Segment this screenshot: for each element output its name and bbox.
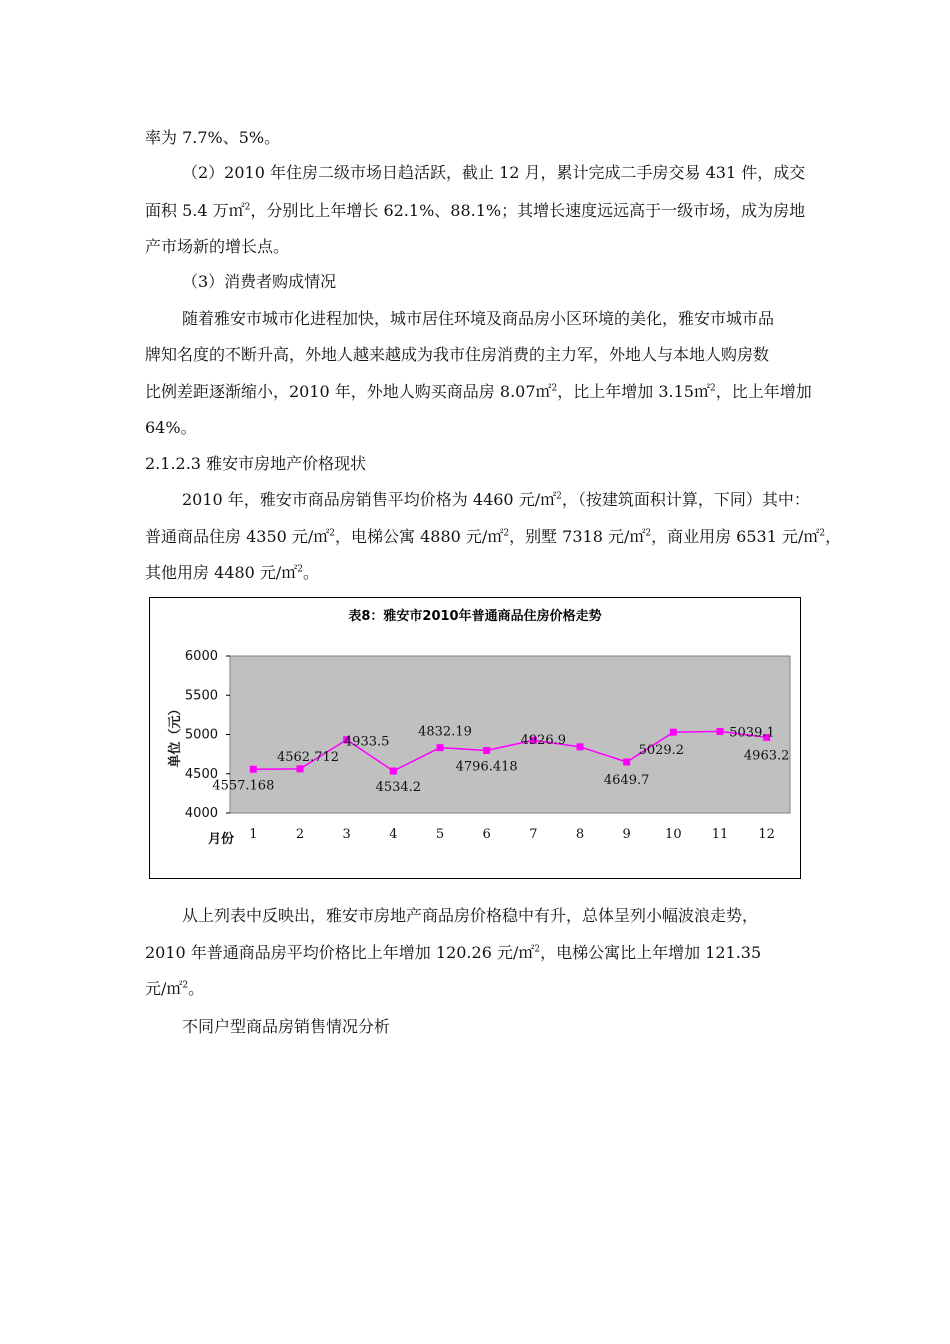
- text-span: ，分别比上年增长 62.1%、88.1%；其增长速度远远高于一级市场，成为房地: [250, 201, 806, 220]
- text-line: [145, 381, 812, 403]
- x-tick-label: 3: [342, 827, 351, 842]
- text-span: ，比上年增加 3.15㎡: [557, 382, 710, 401]
- y-axis-label: 单位（元）: [168, 702, 183, 768]
- price-trend-chart: [149, 597, 801, 879]
- data-label: 5029.2: [638, 743, 685, 759]
- text-span: 其他用房 4480 元/㎡: [145, 563, 298, 582]
- data-point-marker: [483, 747, 490, 754]
- text-line: [145, 942, 761, 964]
- superscript: 2: [556, 491, 562, 502]
- y-tick-label: 4500: [184, 766, 218, 782]
- superscript: 2: [534, 944, 541, 955]
- text-span: ，比上年增加: [715, 382, 812, 401]
- text-line: （3）消费者购成情况: [182, 272, 337, 291]
- data-label: 4832.19: [418, 724, 472, 740]
- data-point-marker: [297, 765, 304, 772]
- data-point-marker: [623, 758, 630, 765]
- data-label: 4963.2: [743, 748, 790, 764]
- text-line: 64%。: [145, 418, 197, 437]
- superscript: 2: [709, 383, 716, 394]
- text-line: 牌知名度的不断升高，外地人越来越成为我市住房消费的主力军，外地人与本地人购房数: [145, 345, 770, 364]
- x-tick-label: 10: [665, 827, 682, 842]
- superscript: 2: [297, 564, 304, 575]
- x-tick-label: 8: [575, 827, 585, 842]
- text-line: [182, 489, 810, 511]
- superscript: 2: [244, 202, 251, 213]
- x-tick-label: 6: [482, 827, 491, 842]
- data-label: 4926.9: [520, 733, 567, 749]
- text-line: 率为 7.7%、5%。: [145, 128, 281, 147]
- section-heading: 2.1.2.3 雅安市房地产价格现状: [145, 454, 367, 473]
- y-tick-label: 5000: [184, 727, 218, 743]
- data-point-marker: [390, 768, 397, 775]
- superscript: 2: [503, 528, 510, 539]
- text-span: 比例差距逐渐缩小，2010 年，外地人购买商品房 8.07㎡: [145, 382, 552, 401]
- x-tick-label: 11: [711, 827, 729, 842]
- x-tick-label: 2: [295, 827, 305, 842]
- text-span: 元/㎡: [145, 979, 183, 998]
- text-line: [145, 562, 319, 584]
- data-label: 4557.168: [212, 778, 275, 794]
- text-line: 从上列表中反映出，雅安市房地产商品房价格稳中有升，总体呈列小幅波浪走势，: [182, 906, 759, 925]
- data-label: 5039.1: [729, 725, 775, 741]
- x-tick-label: 9: [622, 827, 631, 842]
- superscript: 2: [551, 383, 558, 394]
- x-tick-label: 7: [529, 827, 538, 842]
- data-point-marker: [250, 766, 257, 773]
- x-tick-label: 12: [758, 827, 775, 842]
- data-point-marker: [437, 744, 444, 751]
- x-tick-label: 4: [389, 827, 398, 842]
- data-point-marker: [577, 743, 584, 750]
- data-label: 4562.712: [276, 749, 340, 765]
- text-line: [145, 200, 805, 222]
- text-line: [145, 978, 204, 1000]
- superscript: 2: [182, 980, 189, 991]
- data-point-marker: [717, 728, 724, 735]
- data-point-marker: [670, 729, 677, 736]
- text-line: [145, 526, 841, 548]
- text-line: 产市场新的增长点。: [145, 237, 290, 256]
- y-tick-label: 4000: [184, 806, 218, 821]
- y-tick-label: 6000: [184, 649, 218, 664]
- text-line: （2）2010 年住房二级市场日趋活跃，截止 12 月，累计完成二手房交易 431 件，成交: [182, 163, 806, 182]
- text-span: 。: [188, 979, 205, 998]
- y-tick-label: 5500: [184, 688, 218, 704]
- data-label: 4649.7: [603, 772, 650, 788]
- data-label: 4796.418: [455, 759, 518, 775]
- text-span: ，电梯公寓 4880 元/㎡: [335, 527, 504, 546]
- superscript: 2: [329, 528, 336, 539]
- chart-svg: [150, 598, 800, 878]
- text-span: 普通商品住房 4350 元/㎡: [145, 527, 330, 546]
- text-line: 不同户型商品房销售情况分析: [182, 1017, 391, 1036]
- text-span: 2010 年普通商品房平均价格比上年增加 120.26 元/㎡: [145, 943, 535, 962]
- text-span: ，（按建筑面积计算，下同）其中：: [561, 490, 810, 509]
- data-label: 4933.5: [343, 734, 390, 750]
- text-line: 随着雅安市城市化进程加快，城市居住环境及商品房小区环境的美化，雅安市城市品: [182, 309, 775, 328]
- text-span: ，别墅 7318 元/㎡: [509, 527, 646, 546]
- text-span: ，: [825, 527, 842, 546]
- text-span: ，电梯公寓比上年增加 121.35: [540, 943, 762, 962]
- text-span: ，商业用房 6531 元/㎡: [651, 527, 820, 546]
- chart-title: 表8：雅安市2010年普通商品住房价格走势: [348, 609, 602, 624]
- text-span: 。: [303, 563, 320, 582]
- text-span: 2010 年，雅安市商品房销售平均价格为 4460 元/㎡: [182, 490, 557, 509]
- superscript: 2: [645, 528, 652, 539]
- plot-area: [230, 656, 790, 813]
- x-axis-label: 月份: [208, 832, 235, 847]
- x-tick-label: 1: [249, 827, 258, 842]
- superscript: 2: [819, 528, 826, 539]
- x-tick-label: 5: [435, 827, 445, 842]
- text-span: 面积 5.4 万㎡: [145, 201, 245, 220]
- data-label: 4534.2: [375, 780, 422, 796]
